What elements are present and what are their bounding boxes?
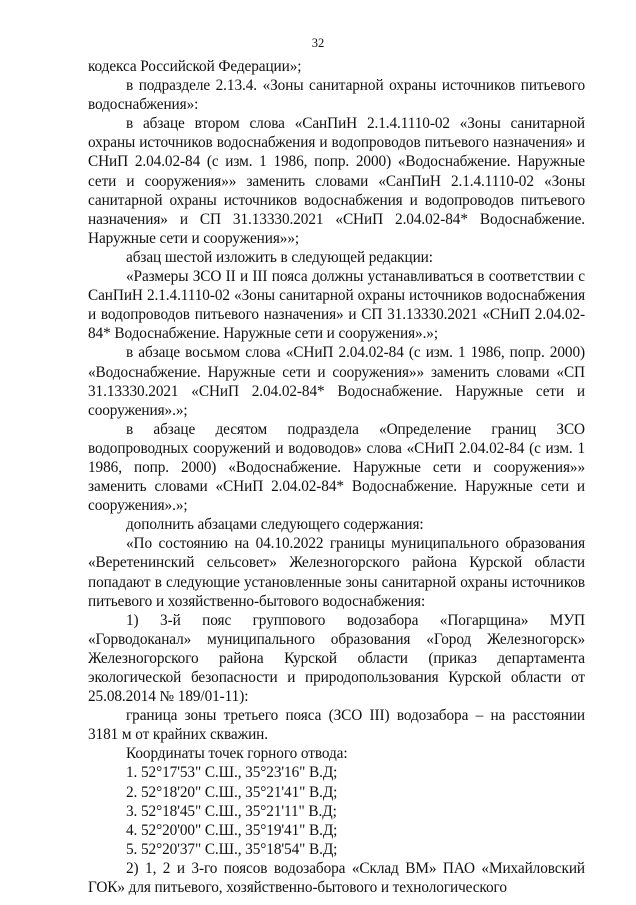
paragraph: 1) 3-й пояс группового водозабора «Погарщина» МУП «Горводоканал» муниципального образования «Город Железногорск» Железногорского района Курской области (приказ департамента экологической безопасности и природопользования Курской области от 25.08.2014 № 189/01-11): <box>88 611 585 706</box>
paragraph: Координаты точек горного отвода: <box>126 745 348 763</box>
paragraph: граница зоны третьего пояса (ЗСО III) водозабора – на расстоянии 3181 м от крайних скважин. <box>88 707 585 744</box>
document-body <box>88 57 585 897</box>
paragraph: 3. 52°18'45" С.Ш., 35°21'11" В.Д; <box>126 802 337 820</box>
paragraph: 2. 52°18'20" С.Ш., 35°21'41" В.Д; <box>126 783 338 801</box>
paragraph: дополнить абзацами следующего содержания: <box>126 516 424 534</box>
paragraph: «По состоянию на 04.10.2022 границы муниципального образования «Веретенинский сельсовет» Железногорского района Курской области попадают в следующие установленные зоны санитарной охраны источников питьевого и хозяйственно-бытового водоснабжения: <box>88 535 585 610</box>
paragraph: «Размеры ЗСО II и III пояса должны устанавливаться в соответствии с СанПиН 2.1.4.1110-02 «Зоны санитарной охраны источников водоснабжения и водопроводов питьевого назначения» и СП 31.13330.2021 «СНиП 2.04.02-84* Водоснабжение. Наружные сети и сооружения».»; <box>88 268 585 343</box>
paragraph: 1. 52°17'53" С.Ш., 35°23'16" В.Д; <box>126 764 338 782</box>
paragraph: в абзаце втором слова «СанПиН 2.1.4.1110-02 «Зоны санитарной охраны источников водоснабжения и водопроводов питьевого назначения» и СНиП 2.04.02-84 (с изм. 1 1986, попр. 2000) «Водоснабжение. Наружные сети и сооружения»» заменить словами «СанПиН 2.1.4.1110-02 «Зоны санитарной охраны источников водоснабжения и водопроводов питьевого назначения» и СП 31.13330.2021 «СНиП 2.04.02-84* Водоснабжение. Наружные сети и сооружения»»; <box>88 115 585 247</box>
page-number: 32 <box>311 36 325 50</box>
paragraph: в подразделе 2.13.4. «Зоны санитарной охраны источников питьевого водоснабжения»: <box>88 77 585 114</box>
paragraph: 5. 52°20'37" С.Ш., 35°18'54" В.Д; <box>126 840 338 858</box>
paragraph: 2) 1, 2 и 3-го поясов водозабора «Склад ВМ» ПАО «Михайловский ГОК» для питьевого, хозяйственно-бытового и технологического <box>88 859 585 897</box>
paragraph: в абзаце десятом подраздела «Определение границ ЗСО водопроводных сооружений и водоводов» слова «СНиП 2.04.02-84 (с изм. 1 1986, попр. 2000) «Водоснабжение. Наружные сети и сооружения»» заменить словами «СНиП 2.04.02-84* Водоснабжение. Наружные сети и сооружения».»; <box>88 420 585 515</box>
paragraph: абзац шестой изложить в следующей редакции: <box>126 248 433 266</box>
paragraph: кодекса Российской Федерации»; <box>88 58 302 75</box>
paragraph: 4. 52°20'00" С.Ш., 35°19'41" В.Д; <box>126 821 338 839</box>
paragraph: в абзаце восьмом слова «СНиП 2.04.02-84 (с изм. 1 1986, попр. 2000) «Водоснабжение. Наружные сети и сооружения»» заменить словами «СП 31.13330.2021 «СНиП 2.04.02-84* Водоснабжение. Наружные сети и сооружения».»; <box>88 344 585 419</box>
